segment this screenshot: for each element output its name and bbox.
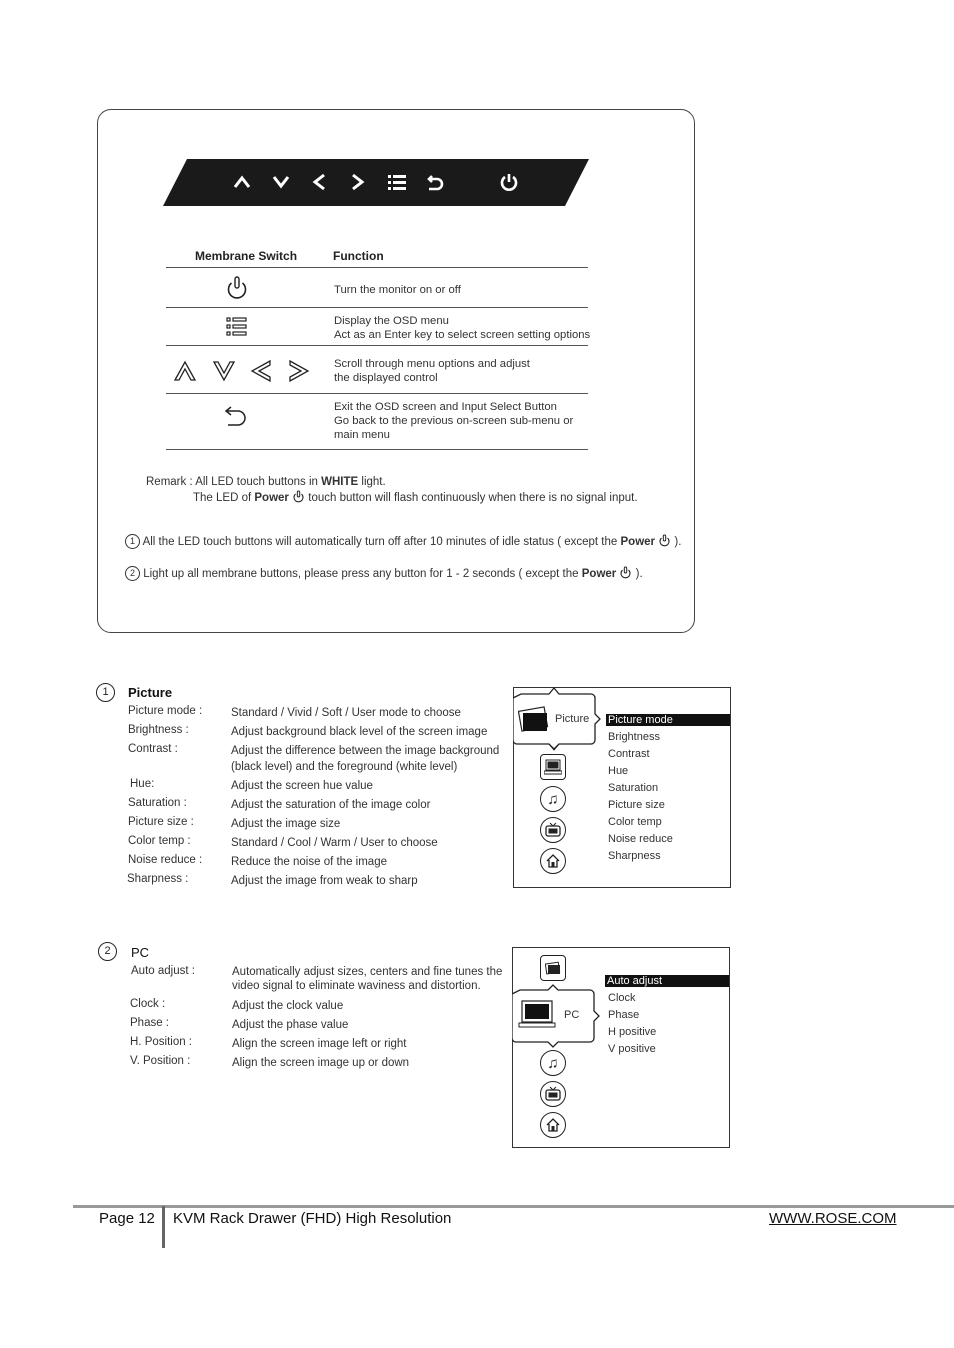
osd-menu-item[interactable]: H positive — [608, 1026, 657, 1038]
note-1: 1 All the LED touch buttons will automatically turn off after 10 minutes of idle status ( except the Power ). — [125, 534, 681, 549]
section-title: Picture — [128, 685, 173, 700]
osd-menu-item[interactable]: Picture size — [608, 799, 665, 811]
function-text: Go back to the previous on-screen sub-menu or — [334, 415, 574, 427]
picture-icon — [540, 955, 566, 981]
setting-label: Hue: — [130, 778, 155, 790]
home-icon — [540, 1112, 566, 1138]
power-icon — [619, 566, 632, 579]
setting-label: Saturation : — [128, 797, 187, 809]
function-text: Display the OSD menu — [334, 315, 449, 327]
setting-label: Brightness : — [128, 724, 189, 736]
setting-label: Noise reduce : — [128, 854, 203, 866]
osd-tab-label: PC — [564, 1009, 580, 1021]
music-note-icon: ♫ — [540, 786, 566, 812]
arrows-icon — [172, 358, 312, 384]
osd-menu-item[interactable]: Contrast — [608, 748, 650, 760]
power-icon — [658, 534, 671, 547]
setting-desc: video signal to eliminate waviness and distortion. — [232, 980, 481, 992]
music-note-icon: ♫ — [540, 1050, 566, 1076]
page-number: Page 12 — [99, 1210, 155, 1227]
footer-separator — [162, 1206, 165, 1248]
table-divider — [166, 345, 588, 346]
setting-label: Color temp : — [128, 835, 191, 847]
osd-menu-item[interactable]: Saturation — [608, 782, 659, 794]
setting-desc: Align the screen image up or down — [232, 1057, 410, 1069]
osd-menu-item[interactable]: Color temp — [608, 816, 662, 828]
function-text: Exit the OSD screen and Input Select Button — [334, 401, 557, 413]
note-2: 2 Light up all membrane buttons, please press any button for 1 - 2 seconds ( except the Power ). — [125, 566, 643, 581]
setting-label: Clock : — [130, 998, 166, 1010]
osd-menu-item[interactable]: Brightness — [608, 731, 660, 743]
function-text: Act as an Enter key to select screen setting options — [334, 329, 591, 341]
picture-icon — [518, 705, 550, 733]
remark-line-2: The LED of Power touch button will flash continuously when there is no signal input. — [193, 492, 638, 504]
function-text: Turn the monitor on or off — [334, 284, 461, 296]
table-divider — [166, 267, 588, 268]
return-icon — [424, 171, 446, 193]
setting-desc: Standard / Vivid / Soft / User mode to choose — [231, 707, 461, 719]
power-icon — [498, 171, 520, 193]
right-arrow-icon — [346, 171, 368, 193]
setting-desc: Standard / Cool / Warm / User to choose — [231, 837, 438, 849]
down-arrow-icon — [270, 171, 292, 193]
left-arrow-icon — [309, 171, 331, 193]
osd-menu-item[interactable]: Phase — [608, 1009, 640, 1021]
section-number: 2 — [98, 942, 117, 961]
osd-menu-item[interactable]: Sharpness — [608, 850, 661, 862]
setting-desc: Adjust the screen hue value — [231, 780, 373, 792]
setting-label: Contrast : — [128, 743, 178, 755]
setting-desc: Adjust the image from weak to sharp — [231, 875, 418, 887]
osd-menu-item[interactable]: V positive — [608, 1043, 656, 1055]
remark-line-1: Remark : All LED touch buttons in WHITE light. — [146, 476, 386, 488]
table-divider — [166, 449, 588, 450]
return-icon — [224, 405, 250, 429]
osd-menu-item[interactable]: Clock — [608, 992, 636, 1004]
pc-icon — [540, 754, 566, 780]
setting-desc: Automatically adjust sizes, centers and fine tunes the — [232, 966, 503, 978]
home-icon — [540, 848, 566, 874]
setting-desc: Adjust the image size — [231, 818, 341, 830]
control-bar-graphic — [163, 159, 589, 206]
power-icon — [224, 275, 250, 301]
section-number: 1 — [96, 683, 115, 702]
function-text: Scroll through menu options and adjust — [334, 358, 530, 370]
osd-menu-item[interactable]: Hue — [608, 765, 629, 777]
setting-desc: Adjust the saturation of the image color — [231, 799, 431, 811]
osd-tab-label: Picture — [555, 713, 590, 725]
function-text: main menu — [334, 429, 390, 441]
osd-menu-item-selected[interactable]: Picture mode — [606, 714, 730, 726]
power-icon — [292, 490, 305, 503]
pc-icon — [518, 1000, 558, 1030]
setting-desc: (black level) and the foreground (white level) — [231, 761, 458, 773]
setting-desc: Adjust background black level of the screen image — [231, 726, 488, 738]
setting-desc: Adjust the clock value — [232, 1000, 344, 1012]
table-divider — [166, 307, 588, 308]
function-text: the displayed control — [334, 372, 438, 384]
osd-menu-item[interactable]: Noise reduce — [608, 833, 673, 845]
setting-label: Phase : — [130, 1017, 169, 1029]
section-title: PC — [131, 945, 150, 960]
up-arrow-icon — [231, 171, 253, 193]
table-header-function: Function — [333, 249, 384, 263]
setting-desc: Adjust the difference between the image background — [231, 745, 500, 757]
setting-label: Auto adjust : — [131, 965, 195, 977]
menu-icon — [225, 315, 249, 339]
setting-desc: Adjust the phase value — [232, 1019, 349, 1031]
footer-divider — [73, 1205, 954, 1208]
setting-label: Sharpness : — [127, 873, 189, 885]
tv-icon — [540, 817, 566, 843]
setting-label: Picture mode : — [128, 705, 203, 717]
setting-label: H. Position : — [130, 1036, 192, 1048]
setting-desc: Reduce the noise of the image — [231, 856, 387, 868]
table-divider — [166, 393, 588, 394]
scroll-down-icon — [548, 742, 560, 752]
setting-desc: Align the screen image left or right — [232, 1038, 407, 1050]
table-header-switch: Membrane Switch — [195, 249, 298, 263]
osd-menu-item-selected[interactable]: Auto adjust — [605, 975, 729, 987]
document-title: KVM Rack Drawer (FHD) High Resolution — [173, 1210, 452, 1227]
website-link[interactable]: WWW.ROSE.COM — [769, 1210, 897, 1227]
setting-label: Picture size : — [128, 816, 194, 828]
tv-icon — [540, 1081, 566, 1107]
setting-label: V. Position : — [130, 1055, 191, 1067]
menu-icon — [386, 171, 408, 193]
